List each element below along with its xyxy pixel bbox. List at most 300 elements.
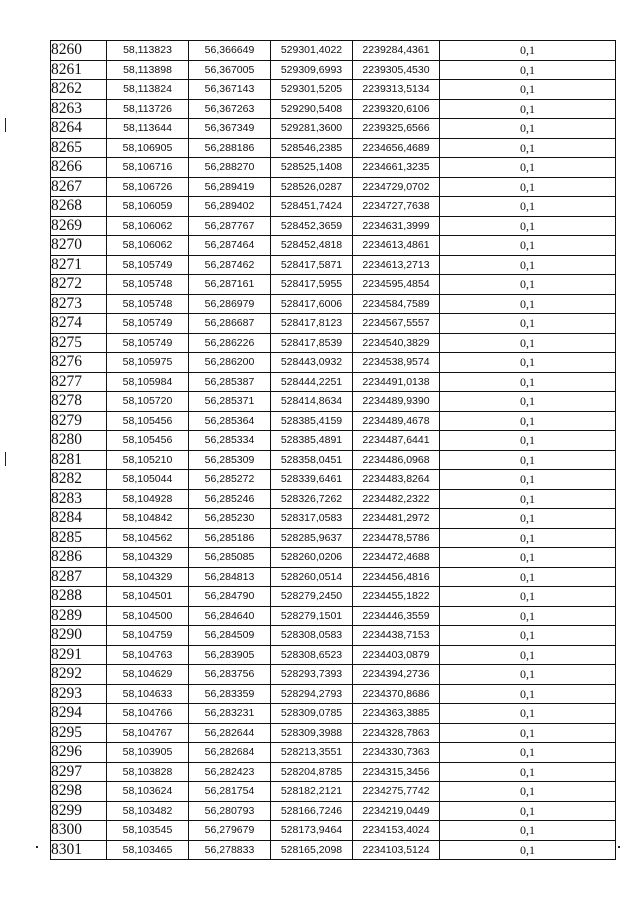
tolerance-cell: 0,1	[440, 450, 616, 470]
coord-x-cell: 529301,4022	[271, 41, 353, 61]
point-number-cell: 8290	[51, 626, 107, 646]
coordinates-table-body	[51, 41, 616, 860]
latitude-cell: 58,104562	[107, 528, 189, 548]
point-number-cell: 8271	[51, 255, 107, 275]
coord-y-cell: 2234656,4689	[353, 138, 440, 158]
coord-y-cell: 2234370,8686	[353, 684, 440, 704]
table-row	[51, 41, 616, 61]
latitude-cell: 58,106905	[107, 138, 189, 158]
coord-y-cell: 2239305,4530	[353, 60, 440, 80]
table-row	[51, 489, 616, 509]
margin-mark	[5, 452, 6, 466]
coord-x-cell: 528173,9464	[271, 821, 353, 841]
coord-y-cell: 2234613,4861	[353, 236, 440, 256]
latitude-cell: 58,105984	[107, 372, 189, 392]
tolerance-cell: 0,1	[440, 684, 616, 704]
table-row	[51, 684, 616, 704]
point-number-cell: 8279	[51, 411, 107, 431]
scan-dot	[618, 846, 620, 848]
point-number-cell: 8277	[51, 372, 107, 392]
coord-y-cell: 2234446,3559	[353, 606, 440, 626]
latitude-cell: 58,104767	[107, 723, 189, 743]
latitude-cell: 58,113824	[107, 80, 189, 100]
table-row	[51, 255, 616, 275]
longitude-cell: 56,281754	[189, 782, 271, 802]
latitude-cell: 58,106716	[107, 158, 189, 178]
point-number-cell: 8292	[51, 665, 107, 685]
coord-y-cell: 2234540,3829	[353, 333, 440, 353]
tolerance-cell: 0,1	[440, 138, 616, 158]
coord-x-cell: 529281,3600	[271, 119, 353, 139]
coord-x-cell: 528385,4159	[271, 411, 353, 431]
longitude-cell: 56,287464	[189, 236, 271, 256]
coord-y-cell: 2234661,3235	[353, 158, 440, 178]
longitude-cell: 56,283756	[189, 665, 271, 685]
coord-x-cell: 528417,8123	[271, 314, 353, 334]
tolerance-cell: 0,1	[440, 80, 616, 100]
tolerance-cell: 0,1	[440, 314, 616, 334]
point-number-cell: 8291	[51, 645, 107, 665]
table-row	[51, 723, 616, 743]
latitude-cell: 58,106059	[107, 197, 189, 217]
latitude-cell: 58,105749	[107, 255, 189, 275]
tolerance-cell: 0,1	[440, 353, 616, 373]
tolerance-cell: 0,1	[440, 606, 616, 626]
coord-x-cell: 528260,0206	[271, 548, 353, 568]
table-row	[51, 509, 616, 529]
table-row	[51, 119, 616, 139]
coord-x-cell: 528293,7393	[271, 665, 353, 685]
point-number-cell: 8275	[51, 333, 107, 353]
longitude-cell: 56,367263	[189, 99, 271, 119]
coord-y-cell: 2234394,2736	[353, 665, 440, 685]
latitude-cell: 58,104842	[107, 509, 189, 529]
table-row	[51, 801, 616, 821]
longitude-cell: 56,278833	[189, 840, 271, 860]
point-number-cell: 8289	[51, 606, 107, 626]
coord-y-cell: 2234538,9574	[353, 353, 440, 373]
coord-y-cell: 2234315,3456	[353, 762, 440, 782]
tolerance-cell: 0,1	[440, 489, 616, 509]
longitude-cell: 56,285230	[189, 509, 271, 529]
longitude-cell: 56,286200	[189, 353, 271, 373]
longitude-cell: 56,287767	[189, 216, 271, 236]
longitude-cell: 56,285309	[189, 450, 271, 470]
coord-y-cell: 2234472,4688	[353, 548, 440, 568]
coord-y-cell: 2234103,5124	[353, 840, 440, 860]
longitude-cell: 56,285085	[189, 548, 271, 568]
table-row	[51, 840, 616, 860]
table-row	[51, 470, 616, 490]
point-number-cell: 8263	[51, 99, 107, 119]
longitude-cell: 56,288270	[189, 158, 271, 178]
point-number-cell: 8272	[51, 275, 107, 295]
coord-y-cell: 2234328,7863	[353, 723, 440, 743]
coord-x-cell: 528294,2793	[271, 684, 353, 704]
point-number-cell: 8274	[51, 314, 107, 334]
coord-x-cell: 528417,6006	[271, 294, 353, 314]
coord-x-cell: 528417,8539	[271, 333, 353, 353]
table-row	[51, 216, 616, 236]
table-row	[51, 626, 616, 646]
coord-x-cell: 529301,5205	[271, 80, 353, 100]
longitude-cell: 56,285246	[189, 489, 271, 509]
table-row	[51, 548, 616, 568]
table-row	[51, 333, 616, 353]
longitude-cell: 56,287462	[189, 255, 271, 275]
coord-y-cell: 2234567,5557	[353, 314, 440, 334]
coord-x-cell: 529290,5408	[271, 99, 353, 119]
coord-y-cell: 2234486,0968	[353, 450, 440, 470]
latitude-cell: 58,105720	[107, 392, 189, 412]
table-row	[51, 821, 616, 841]
point-number-cell: 8273	[51, 294, 107, 314]
coord-y-cell: 2234595,4854	[353, 275, 440, 295]
coord-x-cell: 529309,6993	[271, 60, 353, 80]
tolerance-cell: 0,1	[440, 216, 616, 236]
table-row	[51, 294, 616, 314]
point-number-cell: 8269	[51, 216, 107, 236]
coord-y-cell: 2234727,7638	[353, 197, 440, 217]
table-row	[51, 60, 616, 80]
coord-x-cell: 528417,5871	[271, 255, 353, 275]
latitude-cell: 58,104329	[107, 567, 189, 587]
latitude-cell: 58,105748	[107, 275, 189, 295]
longitude-cell: 56,282684	[189, 743, 271, 763]
point-number-cell: 8301	[51, 840, 107, 860]
latitude-cell: 58,105975	[107, 353, 189, 373]
latitude-cell: 58,105044	[107, 470, 189, 490]
point-number-cell: 8283	[51, 489, 107, 509]
latitude-cell: 58,106062	[107, 216, 189, 236]
coord-y-cell: 2234153,4024	[353, 821, 440, 841]
coord-x-cell: 528285,9637	[271, 528, 353, 548]
coord-x-cell: 528525,1408	[271, 158, 353, 178]
table-row	[51, 177, 616, 197]
point-number-cell: 8294	[51, 704, 107, 724]
table-row	[51, 450, 616, 470]
point-number-cell: 8288	[51, 587, 107, 607]
latitude-cell: 58,104500	[107, 606, 189, 626]
latitude-cell: 58,104759	[107, 626, 189, 646]
latitude-cell: 58,103624	[107, 782, 189, 802]
tolerance-cell: 0,1	[440, 665, 616, 685]
longitude-cell: 56,285364	[189, 411, 271, 431]
point-number-cell: 8262	[51, 80, 107, 100]
latitude-cell: 58,105748	[107, 294, 189, 314]
latitude-cell: 58,106726	[107, 177, 189, 197]
longitude-cell: 56,283359	[189, 684, 271, 704]
latitude-cell: 58,104629	[107, 665, 189, 685]
point-number-cell: 8298	[51, 782, 107, 802]
longitude-cell: 56,367143	[189, 80, 271, 100]
tolerance-cell: 0,1	[440, 99, 616, 119]
longitude-cell: 56,288186	[189, 138, 271, 158]
longitude-cell: 56,289402	[189, 197, 271, 217]
coord-x-cell: 528260,0514	[271, 567, 353, 587]
coord-y-cell: 2234487,6441	[353, 431, 440, 451]
table-row	[51, 197, 616, 217]
coord-x-cell: 528279,1501	[271, 606, 353, 626]
latitude-cell: 58,105749	[107, 333, 189, 353]
table-row	[51, 138, 616, 158]
coord-y-cell: 2234456,4816	[353, 567, 440, 587]
tolerance-cell: 0,1	[440, 158, 616, 178]
point-number-cell: 8285	[51, 528, 107, 548]
coord-y-cell: 2234219,0449	[353, 801, 440, 821]
point-number-cell: 8267	[51, 177, 107, 197]
latitude-cell: 58,113644	[107, 119, 189, 139]
coord-x-cell: 528385,4891	[271, 431, 353, 451]
scan-dot	[36, 846, 38, 848]
table-row	[51, 314, 616, 334]
tolerance-cell: 0,1	[440, 119, 616, 139]
table-row	[51, 645, 616, 665]
coord-x-cell: 528451,7424	[271, 197, 353, 217]
margin-mark	[5, 118, 6, 132]
table-row	[51, 372, 616, 392]
tolerance-cell: 0,1	[440, 236, 616, 256]
coord-y-cell: 2239284,4361	[353, 41, 440, 61]
longitude-cell: 56,285272	[189, 470, 271, 490]
table-row	[51, 743, 616, 763]
longitude-cell: 56,285334	[189, 431, 271, 451]
coord-y-cell: 2234330,7363	[353, 743, 440, 763]
table-row	[51, 431, 616, 451]
tolerance-cell: 0,1	[440, 372, 616, 392]
longitude-cell: 56,284509	[189, 626, 271, 646]
table-row	[51, 606, 616, 626]
coord-y-cell: 2234478,5786	[353, 528, 440, 548]
coord-x-cell: 528166,7246	[271, 801, 353, 821]
longitude-cell: 56,279679	[189, 821, 271, 841]
longitude-cell: 56,286979	[189, 294, 271, 314]
coord-x-cell: 528308,0583	[271, 626, 353, 646]
point-number-cell: 8266	[51, 158, 107, 178]
point-number-cell: 8261	[51, 60, 107, 80]
coord-y-cell: 2239320,6106	[353, 99, 440, 119]
point-number-cell: 8284	[51, 509, 107, 529]
coord-y-cell: 2234489,9390	[353, 392, 440, 412]
latitude-cell: 58,104763	[107, 645, 189, 665]
table-row	[51, 587, 616, 607]
coord-y-cell: 2234631,3999	[353, 216, 440, 236]
tolerance-cell: 0,1	[440, 626, 616, 646]
longitude-cell: 56,285186	[189, 528, 271, 548]
latitude-cell: 58,103905	[107, 743, 189, 763]
coord-y-cell: 2234483,8264	[353, 470, 440, 490]
coord-x-cell: 528339,6461	[271, 470, 353, 490]
coord-y-cell: 2239325,6566	[353, 119, 440, 139]
point-number-cell: 8260	[51, 41, 107, 61]
tolerance-cell: 0,1	[440, 470, 616, 490]
longitude-cell: 56,282423	[189, 762, 271, 782]
table-row	[51, 353, 616, 373]
longitude-cell: 56,285387	[189, 372, 271, 392]
point-number-cell: 8278	[51, 392, 107, 412]
coordinates-table	[50, 40, 616, 860]
latitude-cell: 58,103465	[107, 840, 189, 860]
tolerance-cell: 0,1	[440, 197, 616, 217]
latitude-cell: 58,104633	[107, 684, 189, 704]
longitude-cell: 56,366649	[189, 41, 271, 61]
longitude-cell: 56,289419	[189, 177, 271, 197]
tolerance-cell: 0,1	[440, 177, 616, 197]
point-number-cell: 8287	[51, 567, 107, 587]
coord-x-cell: 528182,2121	[271, 782, 353, 802]
tolerance-cell: 0,1	[440, 762, 616, 782]
tolerance-cell: 0,1	[440, 723, 616, 743]
tolerance-cell: 0,1	[440, 41, 616, 61]
coord-x-cell: 528546,2385	[271, 138, 353, 158]
latitude-cell: 58,106062	[107, 236, 189, 256]
coord-y-cell: 2234613,2713	[353, 255, 440, 275]
latitude-cell: 58,105456	[107, 411, 189, 431]
coord-x-cell: 528309,3988	[271, 723, 353, 743]
table-row	[51, 567, 616, 587]
latitude-cell: 58,105210	[107, 450, 189, 470]
table-row	[51, 411, 616, 431]
coord-x-cell: 528309,0785	[271, 704, 353, 724]
coord-y-cell: 2234489,4678	[353, 411, 440, 431]
point-number-cell: 8265	[51, 138, 107, 158]
coord-x-cell: 528444,2251	[271, 372, 353, 392]
latitude-cell: 58,103482	[107, 801, 189, 821]
latitude-cell: 58,104329	[107, 548, 189, 568]
latitude-cell: 58,113726	[107, 99, 189, 119]
point-number-cell: 8293	[51, 684, 107, 704]
coord-x-cell: 528308,6523	[271, 645, 353, 665]
coord-x-cell: 528317,0583	[271, 509, 353, 529]
point-number-cell: 8299	[51, 801, 107, 821]
coord-y-cell: 2234729,0702	[353, 177, 440, 197]
table-row	[51, 762, 616, 782]
table-row	[51, 99, 616, 119]
tolerance-cell: 0,1	[440, 392, 616, 412]
table-row	[51, 236, 616, 256]
tolerance-cell: 0,1	[440, 411, 616, 431]
longitude-cell: 56,283905	[189, 645, 271, 665]
tolerance-cell: 0,1	[440, 801, 616, 821]
tolerance-cell: 0,1	[440, 509, 616, 529]
table-row	[51, 392, 616, 412]
coord-x-cell: 528279,2450	[271, 587, 353, 607]
longitude-cell: 56,284813	[189, 567, 271, 587]
coord-y-cell: 2234403,0879	[353, 645, 440, 665]
longitude-cell: 56,283231	[189, 704, 271, 724]
coord-x-cell: 528414,8634	[271, 392, 353, 412]
coord-x-cell: 528165,2098	[271, 840, 353, 860]
coord-y-cell: 2234275,7742	[353, 782, 440, 802]
latitude-cell: 58,103828	[107, 762, 189, 782]
longitude-cell: 56,280793	[189, 801, 271, 821]
coord-y-cell: 2234363,3885	[353, 704, 440, 724]
tolerance-cell: 0,1	[440, 528, 616, 548]
tolerance-cell: 0,1	[440, 587, 616, 607]
point-number-cell: 8270	[51, 236, 107, 256]
table-row	[51, 80, 616, 100]
point-number-cell: 8264	[51, 119, 107, 139]
coord-y-cell: 2239313,5134	[353, 80, 440, 100]
latitude-cell: 58,104501	[107, 587, 189, 607]
longitude-cell: 56,285371	[189, 392, 271, 412]
table-row	[51, 782, 616, 802]
latitude-cell: 58,113823	[107, 41, 189, 61]
table-row	[51, 275, 616, 295]
point-number-cell: 8296	[51, 743, 107, 763]
tolerance-cell: 0,1	[440, 704, 616, 724]
tolerance-cell: 0,1	[440, 567, 616, 587]
tolerance-cell: 0,1	[440, 333, 616, 353]
coord-y-cell: 2234455,1822	[353, 587, 440, 607]
coord-x-cell: 528443,0932	[271, 353, 353, 373]
coord-x-cell: 528452,3659	[271, 216, 353, 236]
tolerance-cell: 0,1	[440, 840, 616, 860]
latitude-cell: 58,105749	[107, 314, 189, 334]
tolerance-cell: 0,1	[440, 294, 616, 314]
tolerance-cell: 0,1	[440, 275, 616, 295]
coord-x-cell: 528358,0451	[271, 450, 353, 470]
tolerance-cell: 0,1	[440, 431, 616, 451]
longitude-cell: 56,287161	[189, 275, 271, 295]
tolerance-cell: 0,1	[440, 645, 616, 665]
coord-y-cell: 2234584,7589	[353, 294, 440, 314]
coord-y-cell: 2234481,2972	[353, 509, 440, 529]
latitude-cell: 58,103545	[107, 821, 189, 841]
coord-x-cell: 528204,8785	[271, 762, 353, 782]
longitude-cell: 56,284640	[189, 606, 271, 626]
longitude-cell: 56,284790	[189, 587, 271, 607]
coord-x-cell: 528452,4818	[271, 236, 353, 256]
longitude-cell: 56,282644	[189, 723, 271, 743]
latitude-cell: 58,113898	[107, 60, 189, 80]
coord-x-cell: 528213,3551	[271, 743, 353, 763]
latitude-cell: 58,105456	[107, 431, 189, 451]
point-number-cell: 8286	[51, 548, 107, 568]
point-number-cell: 8281	[51, 450, 107, 470]
tolerance-cell: 0,1	[440, 60, 616, 80]
point-number-cell: 8276	[51, 353, 107, 373]
point-number-cell: 8282	[51, 470, 107, 490]
longitude-cell: 56,367349	[189, 119, 271, 139]
coord-x-cell: 528326,7262	[271, 489, 353, 509]
latitude-cell: 58,104928	[107, 489, 189, 509]
coord-y-cell: 2234491,0138	[353, 372, 440, 392]
table-row	[51, 665, 616, 685]
point-number-cell: 8268	[51, 197, 107, 217]
point-number-cell: 8295	[51, 723, 107, 743]
longitude-cell: 56,367005	[189, 60, 271, 80]
tolerance-cell: 0,1	[440, 548, 616, 568]
table-row	[51, 158, 616, 178]
table-row	[51, 704, 616, 724]
point-number-cell: 8300	[51, 821, 107, 841]
table-row	[51, 528, 616, 548]
coord-x-cell: 528417,5955	[271, 275, 353, 295]
tolerance-cell: 0,1	[440, 743, 616, 763]
point-number-cell: 8280	[51, 431, 107, 451]
latitude-cell: 58,104766	[107, 704, 189, 724]
tolerance-cell: 0,1	[440, 782, 616, 802]
coord-y-cell: 2234438,7153	[353, 626, 440, 646]
longitude-cell: 56,286687	[189, 314, 271, 334]
longitude-cell: 56,286226	[189, 333, 271, 353]
coord-y-cell: 2234482,2322	[353, 489, 440, 509]
coord-x-cell: 528526,0287	[271, 177, 353, 197]
tolerance-cell: 0,1	[440, 821, 616, 841]
tolerance-cell: 0,1	[440, 255, 616, 275]
point-number-cell: 8297	[51, 762, 107, 782]
